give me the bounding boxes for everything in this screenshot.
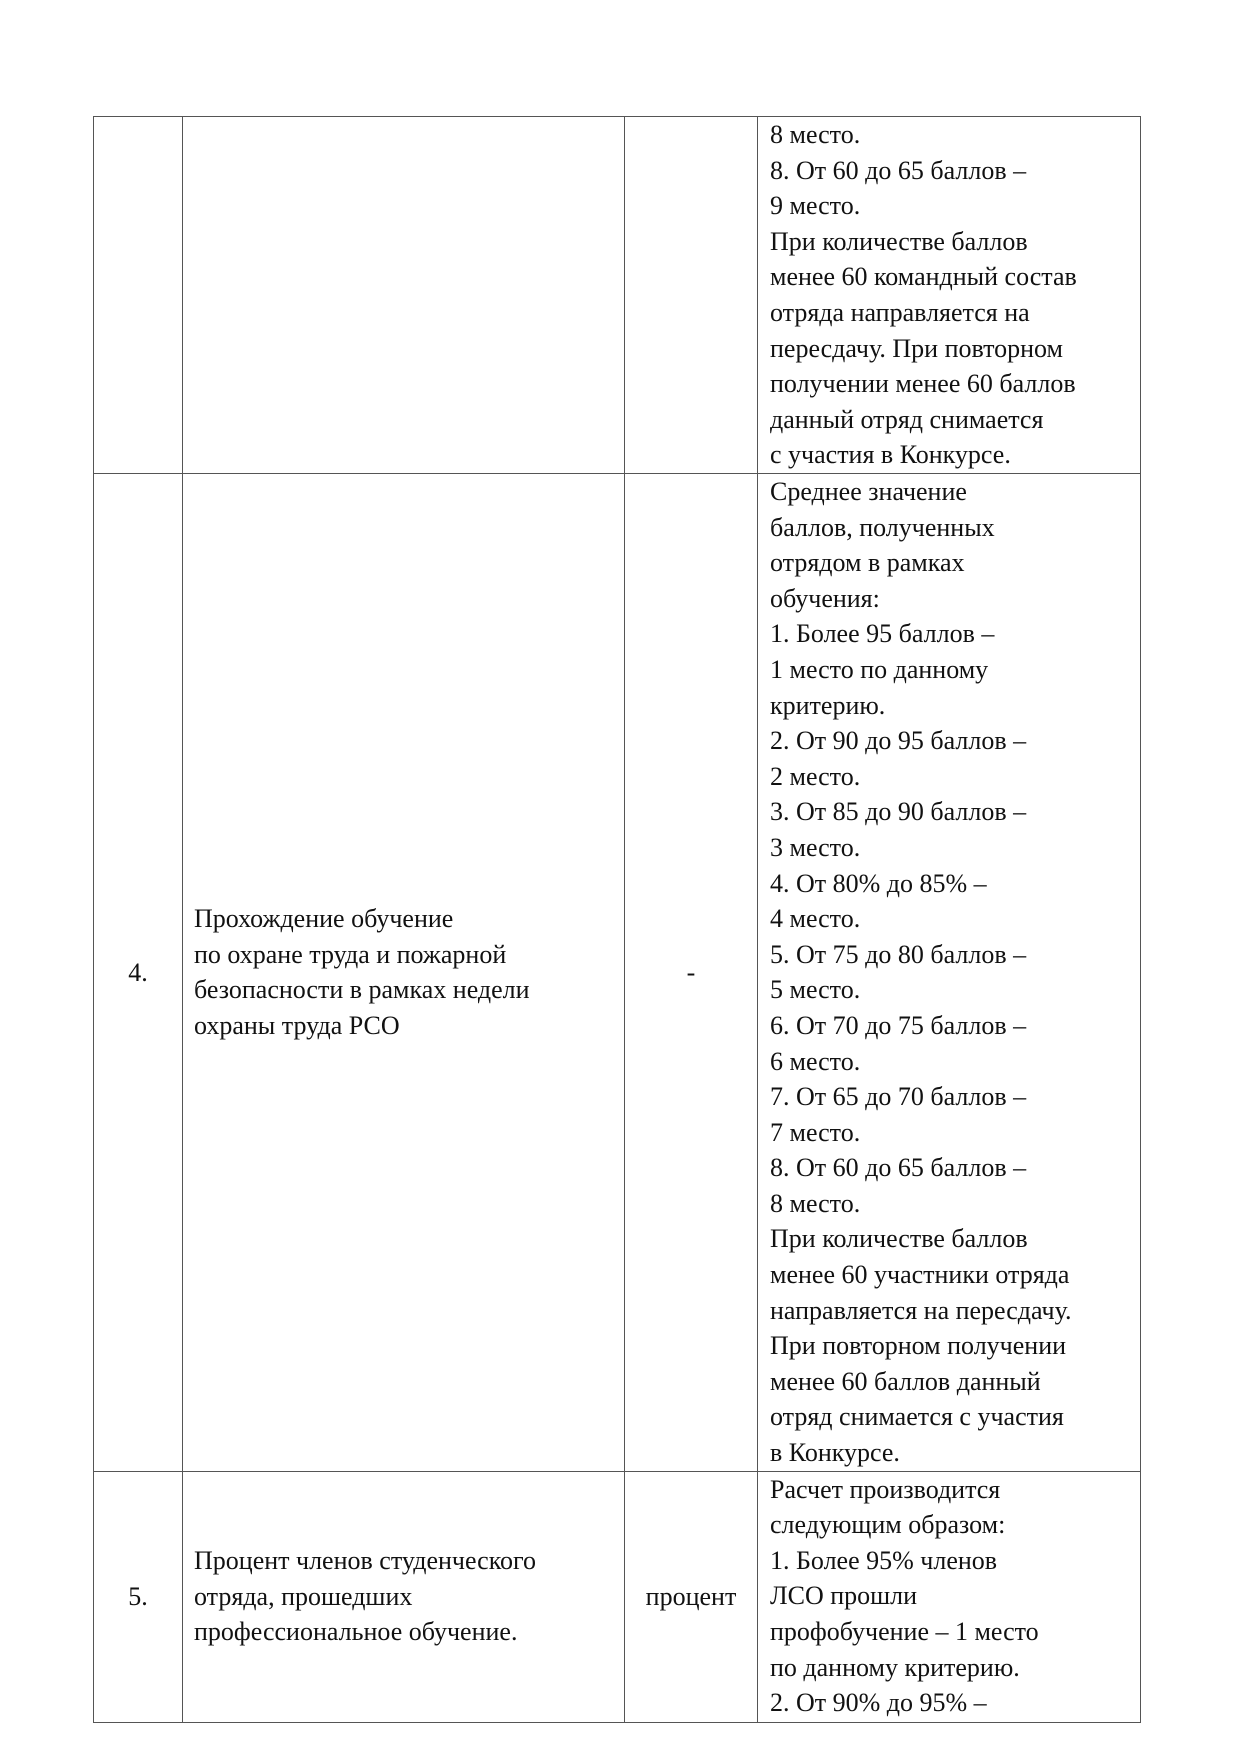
text-line: При количестве баллов: [770, 226, 1028, 256]
text-line: При количестве баллов: [770, 1224, 1028, 1254]
text-line: 1 место по данному: [770, 654, 989, 684]
evaluation-method: [758, 1471, 1141, 1722]
text-line: профессиональное обучение.: [194, 1617, 518, 1647]
text-line: менее 60 баллов данный: [770, 1366, 1041, 1396]
text-line: 1. Более 95 баллов –: [770, 619, 995, 649]
text-line: данный отряд снимается: [770, 404, 1044, 434]
text-line: 4. От 80% до 85% –: [770, 868, 987, 898]
text-line: менее 60 командный состав: [770, 262, 1077, 292]
unit: -: [625, 474, 758, 1472]
text-line: критерию.: [770, 690, 886, 720]
text-line: Расчет производится: [770, 1474, 1001, 1504]
text-line: 8 место.: [770, 1188, 861, 1218]
text-line: 6 место.: [770, 1046, 861, 1076]
text-line: Прохождение обучение: [194, 904, 454, 934]
row-number: 5.: [94, 1471, 183, 1722]
table-row: [94, 474, 1141, 1472]
text-line: отряд снимается с участия: [770, 1402, 1064, 1432]
row-number: 4.: [94, 474, 183, 1472]
evaluation-method: [758, 474, 1141, 1472]
unit: [625, 117, 758, 474]
text-line: 8. От 60 до 65 баллов –: [770, 155, 1027, 185]
text-line: 4 место.: [770, 904, 861, 934]
text-line: Среднее значение: [770, 477, 967, 506]
text-line: 1. Более 95% членов: [770, 1545, 998, 1575]
text-line: получении менее 60 баллов: [770, 369, 1076, 399]
text-line: 2. От 90 до 95 баллов –: [770, 726, 1027, 756]
text-line: отряда, прошедших: [194, 1581, 413, 1611]
text-line: ЛСО прошли: [770, 1581, 918, 1611]
text-line: 9 место.: [770, 191, 861, 221]
table-row: [94, 117, 1141, 474]
text-line: по охране труда и пожарной: [194, 939, 507, 969]
criterion-name: [183, 1471, 625, 1722]
text-line: 8 место.: [770, 120, 861, 149]
unit: процент: [625, 1471, 758, 1722]
text-line: 5 место.: [770, 975, 861, 1005]
table-row: [94, 1471, 1141, 1722]
text-line: 3. От 85 до 90 баллов –: [770, 797, 1027, 827]
text-line: 5. От 75 до 80 баллов –: [770, 939, 1027, 969]
text-line: 8. От 60 до 65 баллов –: [770, 1153, 1027, 1183]
text-line: 2. От 90% до 95% –: [770, 1688, 987, 1718]
text-line: в Конкурсе.: [770, 1438, 900, 1468]
text-line: пересдачу. При повторном: [770, 333, 1064, 363]
criteria-table: [93, 116, 1141, 1723]
text-line: отрядом в рамках: [770, 548, 965, 578]
text-line: по данному критерию.: [770, 1652, 1020, 1682]
text-line: менее 60 участники отряда: [770, 1260, 1070, 1290]
text-line: При повторном получении: [770, 1331, 1067, 1361]
text-line: охраны труда РСО: [194, 1010, 400, 1040]
criterion-name: [183, 117, 625, 474]
text-line: баллов, полученных: [770, 512, 995, 542]
evaluation-method: [758, 117, 1141, 474]
text-line: профобучение – 1 место: [770, 1617, 1039, 1646]
text-line: следующим образом:: [770, 1510, 1006, 1540]
text-line: отряда направляется на: [770, 297, 1030, 327]
text-line: 6. От 70 до 75 баллов –: [770, 1010, 1027, 1040]
row-number: [94, 117, 183, 474]
text-line: 7. От 65 до 70 баллов –: [770, 1082, 1027, 1112]
text-line: 2 место.: [770, 761, 861, 791]
text-line: направляется на пересдачу.: [770, 1295, 1072, 1325]
text-line: безопасности в рамках недели: [194, 975, 530, 1005]
text-line: 3 место.: [770, 832, 861, 862]
text-line: Процент членов студенческого: [194, 1546, 537, 1576]
text-line: 7 место.: [770, 1117, 861, 1147]
text-line: обучения:: [770, 583, 880, 613]
criterion-name: [183, 474, 625, 1472]
text-line: с участия в Конкурсе.: [770, 440, 1011, 470]
